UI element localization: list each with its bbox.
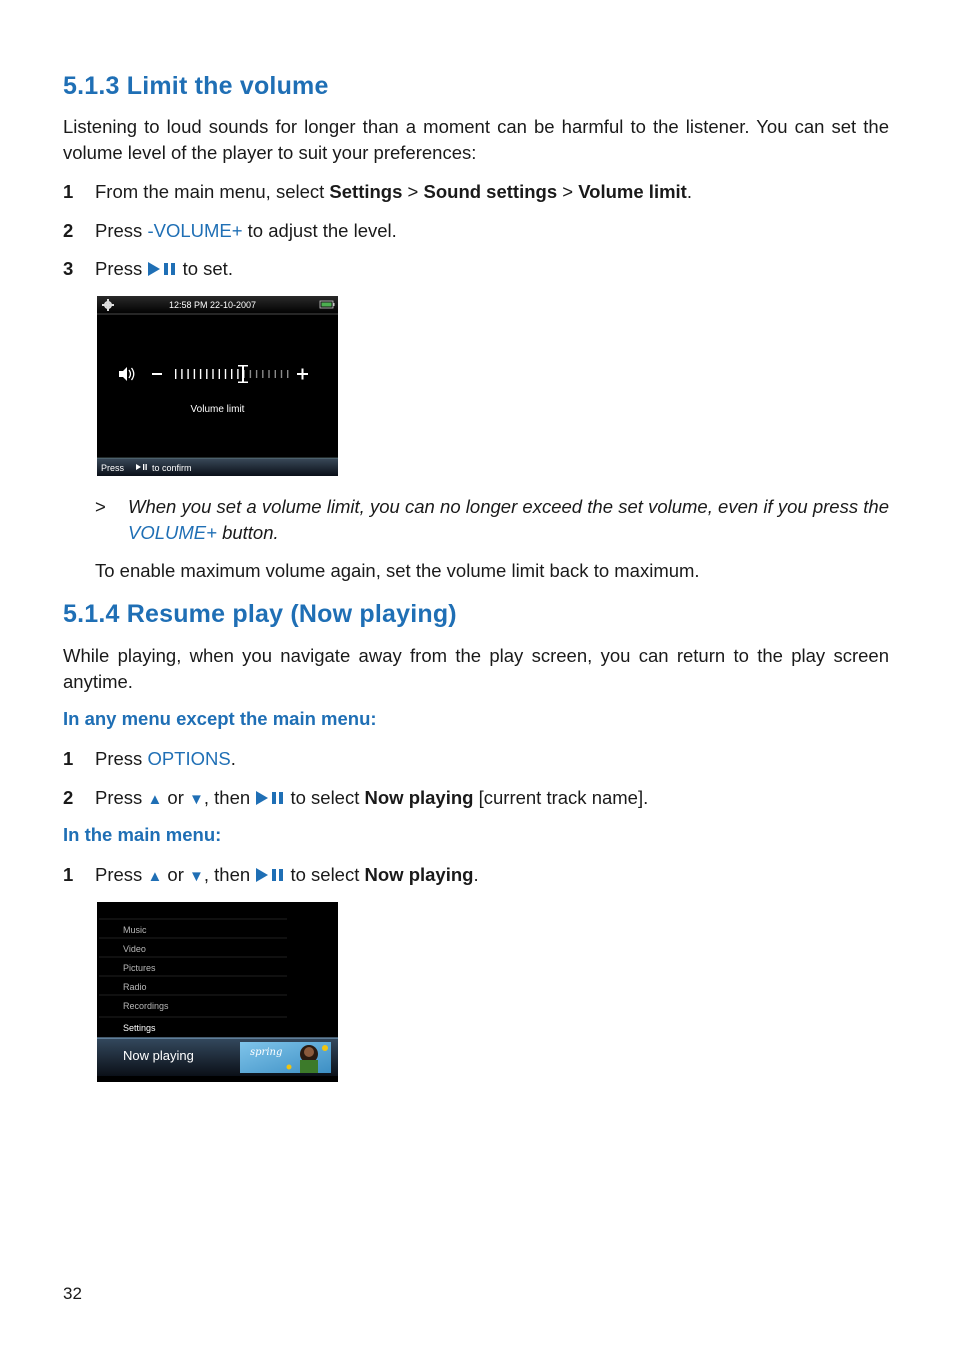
volume-tick — [219, 369, 220, 379]
volume-limit-screen — [97, 296, 338, 476]
clock-text: 12:58 PM 22-10-2007 — [169, 300, 257, 310]
now-playing-item[interactable]: Now playing — [123, 1048, 194, 1063]
section-heading-resume-play: 5.1.4 Resume play (Now playing) — [63, 600, 457, 628]
volume-tick — [268, 370, 269, 378]
footer-press-text: Press — [101, 463, 125, 473]
play-pause-icon — [147, 261, 177, 277]
menu-item-settings[interactable]: Settings — [123, 1023, 156, 1033]
page-number: 32 — [63, 1284, 82, 1303]
volume-tick — [200, 369, 201, 379]
volume-limit-label: Volume limit — [190, 404, 245, 415]
volume-tick — [212, 369, 213, 379]
volume-tick — [181, 369, 182, 379]
volume-tick — [237, 369, 238, 379]
limit-marker — [238, 365, 248, 383]
volume-tick — [225, 369, 226, 379]
down-arrow-icon: ▼ — [189, 791, 204, 808]
main-menu-step-1: 1 Press ▲ or ▼, then to select Now playing. — [63, 864, 479, 885]
result-note: > When you set a volume limit, you can no longer exceed the set volume, even if you press the VOLUME+ button. — [95, 496, 889, 543]
section-heading-limit-volume: 5.1.3 Limit the volume — [63, 72, 329, 100]
plus-icon — [297, 369, 308, 380]
volume-tick — [250, 370, 251, 378]
volume-tick — [281, 370, 282, 378]
down-arrow-icon: ▼ — [189, 868, 204, 885]
minus-icon — [152, 373, 162, 375]
options-key: OPTIONS — [147, 748, 231, 769]
menu-item-video[interactable]: Video — [123, 944, 146, 954]
volume-tick — [256, 370, 257, 378]
play-pause-icon — [255, 867, 285, 883]
main-menu-screen — [97, 902, 338, 1082]
album-art-thumbnail — [240, 1042, 331, 1073]
up-arrow-icon: ▲ — [147, 791, 163, 808]
menu-list — [99, 919, 287, 1033]
album-art-text: spring — [250, 1047, 283, 1058]
menu-item-radio[interactable]: Radio — [123, 982, 147, 992]
step-3: 3 Press to set. — [63, 258, 233, 279]
volume-tick — [194, 369, 195, 379]
volume-tick — [262, 370, 263, 378]
volume-key: -VOLUME+ — [147, 220, 243, 241]
volume-ticks — [175, 369, 288, 379]
volume-tick — [287, 370, 288, 378]
play-pause-icon — [255, 790, 285, 806]
menu-item-music[interactable]: Music — [123, 925, 147, 935]
main-menu-screen-graphic — [97, 902, 338, 1082]
volume-tick — [175, 369, 176, 379]
subheading-any-menu: In any menu except the main menu: — [63, 708, 377, 729]
volume-tick — [187, 369, 188, 379]
any-menu-step-2: 2 Press ▲ or ▼, then to select Now playing [current track name]. — [63, 787, 649, 808]
volume-tick — [206, 369, 207, 379]
footer-confirm-text: to confirm — [152, 463, 192, 473]
intro-paragraph: Listening to loud sounds for longer than a moment can be harmful to the listener. You can set the volume level of the player to suit your preferences: — [63, 116, 889, 163]
subheading-main-menu: In the main menu: — [63, 824, 222, 845]
volume-tick — [231, 369, 232, 379]
note-volume-key: VOLUME+ — [128, 522, 217, 543]
menu-item-recordings[interactable]: Recordings — [123, 1001, 169, 1011]
step-1: 1 From the main menu, select Settings > Sound settings > Volume limit. — [63, 181, 692, 202]
step-2: 2 Press -VOLUME+ to adjust the level. — [63, 220, 397, 241]
up-arrow-icon: ▲ — [147, 868, 163, 885]
resume-intro-paragraph: While playing, when you navigate away from the play screen, you can return to the play screen anytime. — [63, 645, 889, 692]
volume-limit-screen-graphic — [97, 296, 338, 476]
speaker-icon — [119, 367, 134, 381]
menu-item-pictures[interactable]: Pictures — [123, 963, 156, 973]
any-menu-step-1: 1 Press OPTIONS. — [63, 748, 236, 769]
maximum-volume-note: To enable maximum volume again, set the volume limit back to maximum. — [95, 560, 700, 581]
volume-tick — [275, 370, 276, 378]
